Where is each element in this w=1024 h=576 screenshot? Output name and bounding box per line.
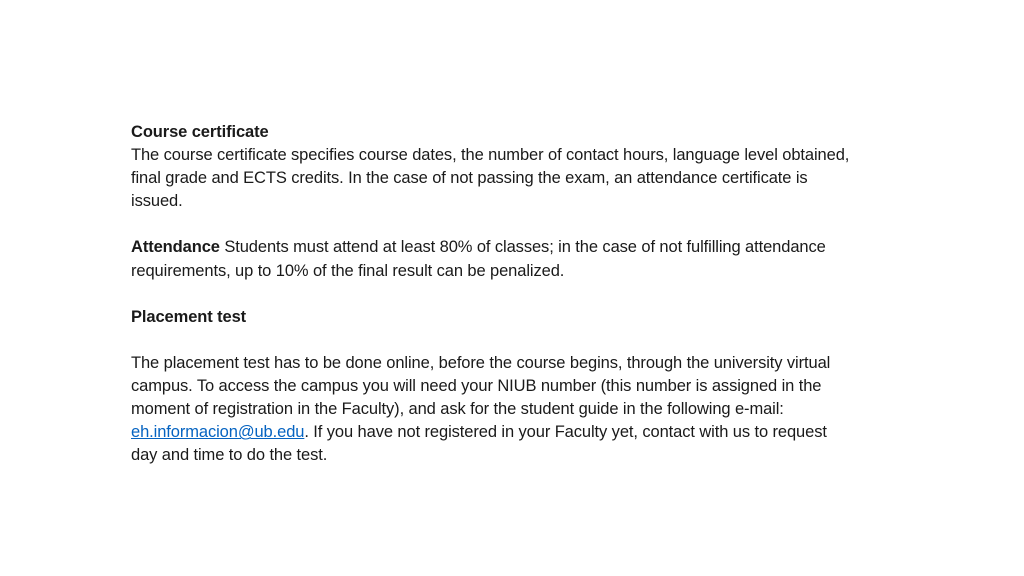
course-certificate-heading: Course certificate [131, 123, 269, 141]
placement-test-section [131, 352, 851, 467]
attendance-text: Students must attend at least 80% of classes; in the case of not fulfilling attendance requirements, up to 10% of the final result can be penalized. [131, 238, 826, 280]
email-link[interactable]: eh.informacion@ub.edu [131, 423, 305, 442]
spacer [131, 213, 851, 236]
attendance-section [131, 236, 851, 282]
slide-content [131, 121, 851, 467]
placement-test-heading-row [131, 306, 851, 329]
course-certificate-section [131, 121, 851, 213]
spacer [131, 283, 851, 306]
placement-test-heading: Placement test [131, 307, 247, 326]
placement-test-text-after: . If you have not registered in your Faculty yet, contact with us to request day and time to do the test. [131, 423, 827, 465]
course-certificate-text: The course certificate specifies course dates, the number of contact hours, language level obtained, final grade and ECTS credits. In the case of not passing the exam, an attendance certificate is issued. [131, 146, 850, 211]
placement-test-text-before: The placement test has to be done online, before the course begins, through the university virtual campus. To access the campus you will need your NIUB number (this number is assigned in the moment of registration in the Faculty), and ask for the student guide in the following e-mail: [131, 353, 831, 419]
spacer [131, 329, 851, 352]
attendance-heading: Attendance [131, 238, 220, 257]
